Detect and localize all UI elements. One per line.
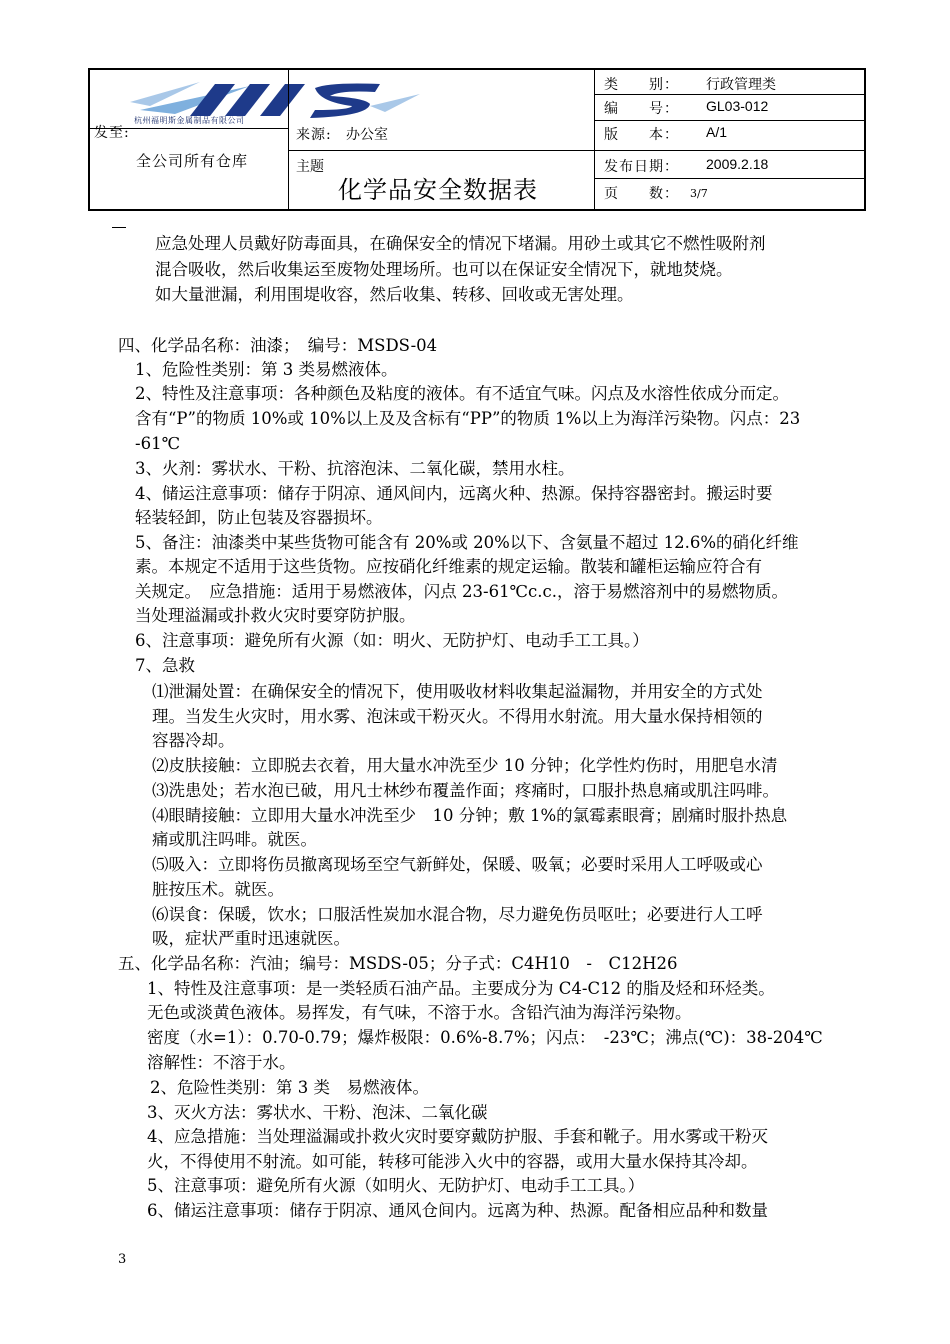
text-line: 3、火剂：雾状水、干粉、抗溶泡沫、二氧化碳，禁用水柱。: [135, 459, 575, 478]
text-line: 如大量泄漏，利用围堤收容，然后收集、转移、回收或无害处理。: [155, 285, 634, 304]
text-line: 脏按压术。就医。: [152, 880, 284, 899]
text-line: 理。当发生火灾时，用水雾、泡沫或干粉灭火。不得用水射流。用大量水保持相领的: [152, 707, 763, 726]
category-value: 行政管理类: [706, 77, 776, 93]
number-value: GL03-012: [706, 98, 769, 114]
text-line: 6、注意事项：避免所有火源（如：明火、无防护灯、电动手工工具。）: [135, 631, 649, 650]
number-label: 编 号：: [604, 101, 679, 117]
pages-value: 3/7: [690, 187, 708, 200]
text-line: 2、特性及注意事项：各种颜色及粘度的液体。有不适宜气味。闪点及水溶性依成分而定。: [135, 384, 789, 403]
version-label: 版 本：: [604, 127, 679, 143]
text-line: 吸，症状严重时迅速就医。: [152, 929, 350, 948]
source-value: 办公室: [346, 127, 388, 143]
text-line: 5、备注：油漆类中某些货物可能含有 20%或 20%以下、含氨量不超过 12.6%的硝化纤维: [135, 533, 799, 552]
text-line: 火，不得使用不射流。如可能，转移可能涉入火中的容器，或用大量水保持其冷却。: [147, 1152, 758, 1171]
page-number: 3: [118, 1252, 127, 1267]
text-line: ⑷眼睛接触：立即用大量水冲洗至少 10 分钟；敷 1%的氯霉素眼膏；剧痛时服扑热息: [152, 806, 788, 825]
text-line: 1、危险性类别：第 3 类易燃液体。: [135, 360, 398, 379]
text-line: ⑵皮肤接触：立即脱去衣着，用大量水冲洗至少 10 分钟；化学性灼伤时，用肥皂水清: [152, 756, 778, 775]
company-name: 杭州福明斯金属制品有限公司: [134, 116, 245, 125]
text-line: 溶解性：不溶于水。: [147, 1053, 296, 1072]
text-line: 4、储运注意事项：储存于阴凉、通风间内，远离火种、热源。保持容器密封。搬运时要: [135, 484, 773, 503]
text-line: 7、急救: [135, 656, 195, 675]
text-line: 素。本规定不适用于这些货物。应按硝化纤维素的规定运输。散装和罐柜运输应符合有: [135, 557, 762, 576]
text-line: 6、储运注意事项：储存于阴凉、通风仓间内。远离为种、热源。配备相应品种和数量: [147, 1201, 768, 1220]
text-line: 含有“P”的物质 10%或 10%以上及及含标有“PP”的物质 1%以上为海洋污染物。闪点：23: [135, 409, 801, 428]
document-header: [88, 68, 866, 211]
text-line: 2、危险性类别：第 3 类 易燃液体。: [150, 1078, 429, 1097]
section-heading: 四、化学品名称：油漆； 编号：MSDS-04: [118, 336, 438, 355]
pages-label: 页 数：: [604, 186, 679, 202]
text-line: 轻装轻卸，防止包装及容器损坏。: [135, 508, 383, 527]
subject-label: 主题: [296, 159, 324, 175]
text-line: 当处理溢漏或扑救火灾时要穿防护服。: [135, 606, 416, 625]
date-value: 2009.2.18: [706, 156, 769, 172]
text-line: 容器冷却。: [152, 731, 235, 750]
divider: [112, 227, 126, 228]
section-heading: 五、化学品名称：汽油；编号：MSDS-05；分子式：C4H10 - C12H26: [118, 954, 678, 973]
text-line: 关规定。 应急措施：适用于易燃液体，闪点 23-61℃c.c.，溶于易燃溶剂中的易燃物质。: [135, 582, 788, 601]
text-line: ⑴泄漏处置：在确保安全的情况下，使用吸收材料收集起溢漏物，并用安全的方式处: [152, 682, 763, 701]
text-line: 1、特性及注意事项：是一类轻质石油产品。主要成分为 C4-C12 的脂及烃和环烃类。: [147, 979, 775, 998]
text-line: ⑸吸入：立即将伤员撤离现场至空气新鲜处，保暖、吸氧；必要时采用人工呼吸或心: [152, 855, 763, 874]
text-line: 3、灭火方法：雾状水、干粉、泡沫、二氧化碳: [147, 1103, 488, 1122]
category-label: 类 别：: [604, 77, 679, 93]
date-label: 发布日期：: [604, 159, 679, 175]
text-line: ⑶洗患处；若水泡已破，用凡士林纱布覆盖作面；疼痛时，口服扑热息痛或肌注吗啡。: [152, 781, 779, 800]
text-line: 混合吸收，然后收集运至废物处理场所。也可以在保证安全情况下，就地焚烧。: [155, 260, 733, 279]
text-line: ⑹误食：保暖，饮水；口服活性炭加水混合物，尽力避免伤员呕吐；必要进行人工呼: [152, 905, 763, 924]
text-line: 5、注意事项：避免所有火源（如明火、无防护灯、电动手工工具。）: [147, 1176, 645, 1195]
document-title: 化学品安全数据表: [338, 176, 538, 204]
issue-label: 发至:: [94, 125, 130, 141]
text-line: 密度（水=1）：0.70-0.79；爆炸极限：0.6%-8.7%；闪点： -23℃；沸点(℃)：38-204℃: [147, 1028, 823, 1047]
issue-to: 全公司所有仓库: [136, 152, 249, 170]
text-line: -61℃: [135, 434, 181, 453]
version-value: A/1: [706, 124, 728, 140]
source-label: 来源:: [296, 127, 332, 143]
text-line: 无色或淡黄色液体。易挥发，有气味，不溶于水。含铅汽油为海洋污染物。: [147, 1003, 692, 1022]
text-line: 应急处理人员戴好防毒面具，在确保安全的情况下堵漏。用砂土或其它不燃性吸附剂: [155, 234, 766, 253]
text-line: 4、应急措施：当处理溢漏或扑救火灾时要穿戴防护服、手套和靴子。用水雾或干粉灭: [147, 1127, 768, 1146]
text-line: 痛或肌注吗啡。就医。: [152, 830, 317, 849]
